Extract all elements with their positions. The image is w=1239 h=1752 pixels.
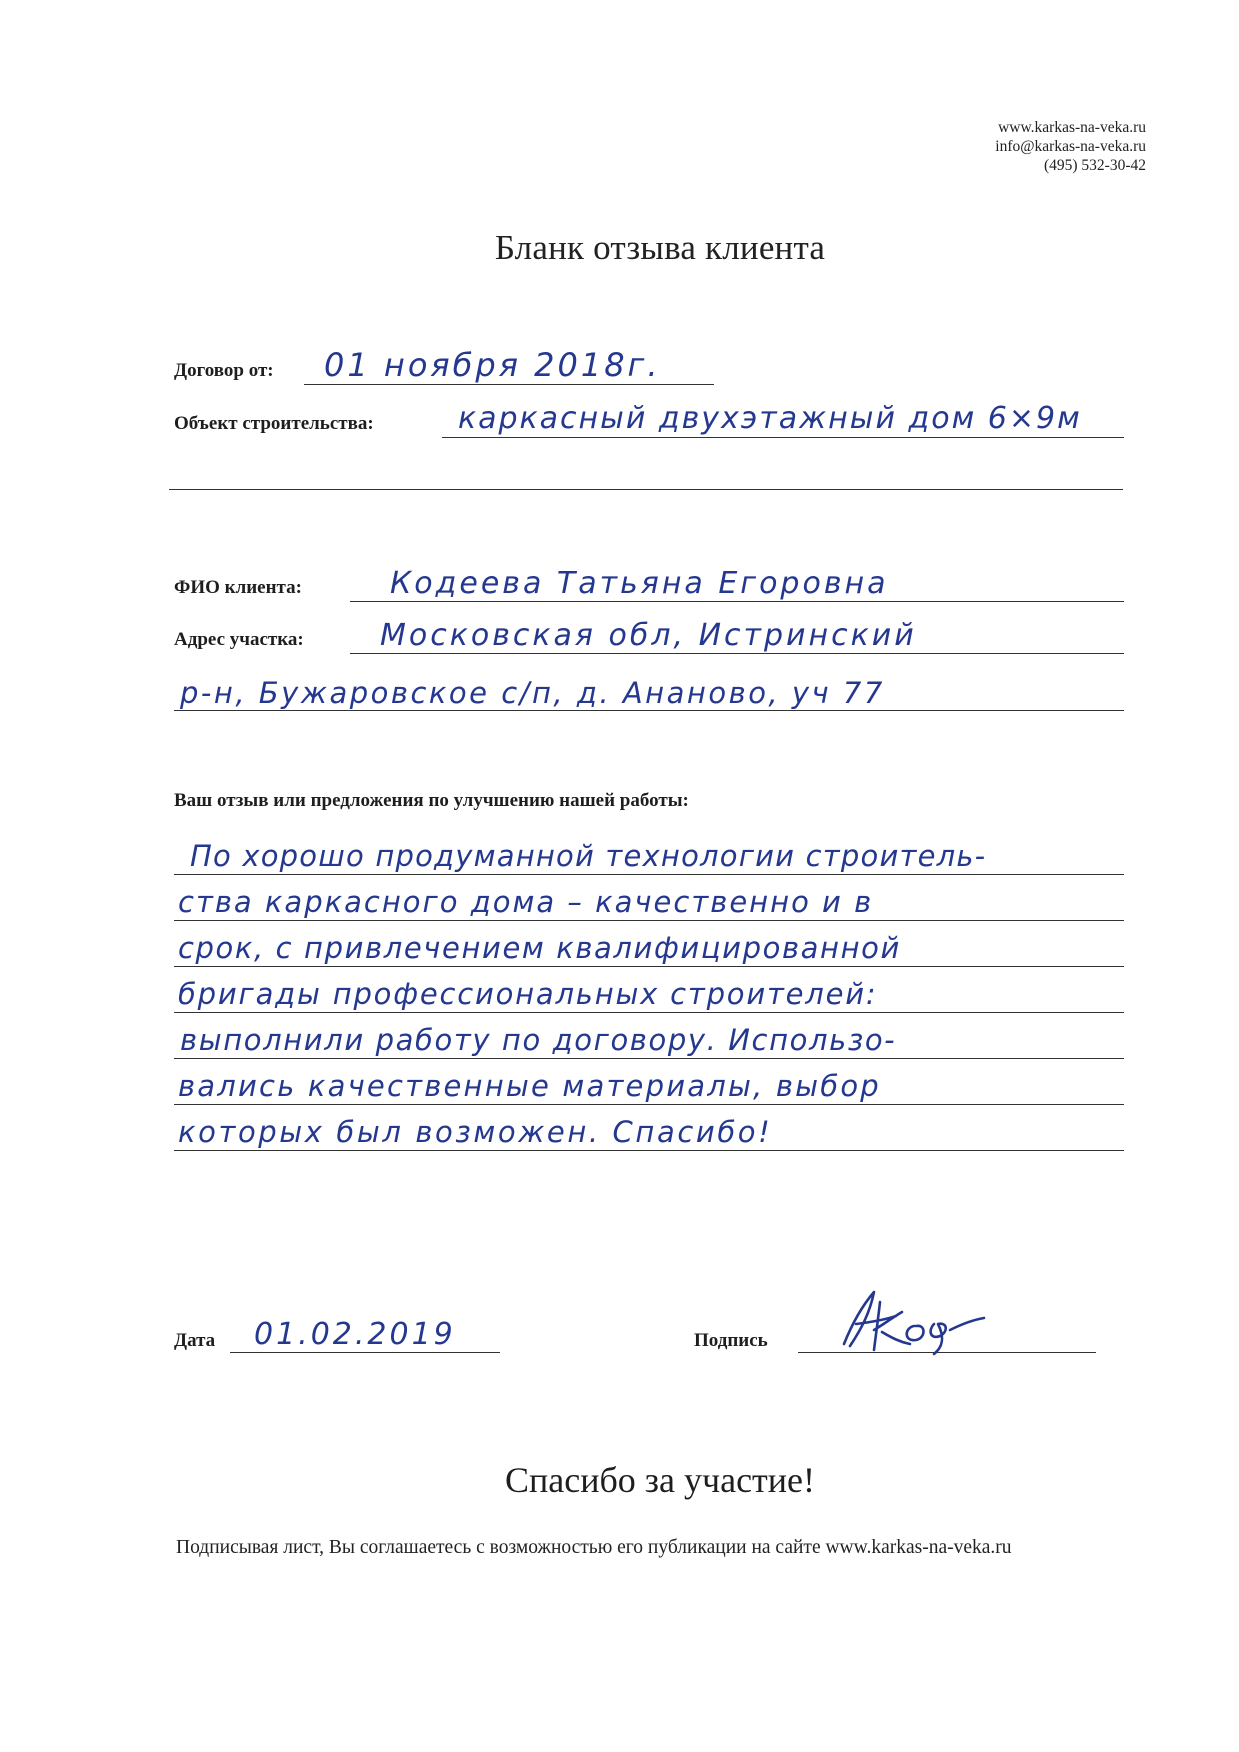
object-row [174, 401, 1124, 441]
feedback-line-row-5 [174, 1014, 1124, 1062]
contract-label: Договор от: [174, 360, 274, 381]
object-value[interactable]: каркасный двухэтажный дом 6×9м [458, 401, 1082, 436]
feedback-text-line-4[interactable]: бригады профессиональных строителей: [178, 977, 878, 1011]
address-value-line2[interactable]: р-н, Бужаровское с/п, д. Ананово, уч 77 [180, 676, 885, 710]
signature-image[interactable] [822, 1284, 1002, 1360]
object-label: Объект строительства: [174, 413, 374, 434]
address-value-line1[interactable]: Московская обл, Истринский [380, 618, 917, 653]
feedback-line-row-1 [174, 830, 1124, 878]
contract-row [174, 348, 714, 388]
publication-consent-note: Подписывая лист, Вы соглашаетесь с возможностью его публикации на сайте www.karkas-na-veka.ru [176, 1537, 1012, 1558]
website-link[interactable]: www.karkas-na-veka.ru [998, 119, 1146, 136]
feedback-line [174, 1150, 1124, 1151]
company-contacts [995, 118, 1146, 175]
contract-value[interactable]: 01 ноября 2018г. [324, 346, 661, 384]
feedback-text-line-3[interactable]: срок, с привлечением квалифицированной [178, 931, 901, 965]
email-link[interactable]: info@karkas-na-veka.ru [995, 138, 1146, 155]
feedback-line [174, 874, 1124, 875]
feedback-text-line-7[interactable]: которых был возможен. Спасибо! [178, 1115, 773, 1149]
feedback-line-row-7 [174, 1106, 1124, 1154]
phone-number: (495) 532-30-42 [1043, 157, 1146, 174]
address-row [174, 617, 1124, 657]
date-row [174, 1318, 500, 1358]
address-line-2 [174, 710, 1124, 711]
address-line [350, 653, 1124, 654]
feedback-text-line-1[interactable]: По хорошо продуманной технологии строитель- [190, 839, 987, 873]
form-title: Бланк отзыва клиента [494, 228, 826, 267]
object-line-2 [169, 489, 1123, 490]
feedback-text-line-2[interactable]: ства каркасного дома – качественно и в [178, 885, 874, 919]
feedback-line [174, 920, 1124, 921]
contract-line [304, 384, 714, 385]
feedback-line-row-6 [174, 1060, 1124, 1108]
client-label: ФИО клиента: [174, 577, 302, 598]
feedback-line [174, 1012, 1124, 1013]
object-line [442, 437, 1124, 438]
address-row-2 [174, 674, 1124, 714]
feedback-text-line-5[interactable]: выполнили работу по договору. Использо- [180, 1023, 897, 1057]
address-label: Адрес участка: [174, 629, 304, 650]
feedback-line-row-4 [174, 968, 1124, 1016]
feedback-line-row-2 [174, 876, 1124, 924]
client-line [350, 601, 1124, 602]
client-row [174, 565, 1124, 605]
feedback-line-row-3 [174, 922, 1124, 970]
date-value[interactable]: 01.02.2019 [254, 1317, 456, 1352]
thanks-heading: Спасибо за участие! [504, 1460, 816, 1500]
feedback-text-line-6[interactable]: вались качественные материалы, выбор [178, 1069, 881, 1103]
signature-row [694, 1318, 1096, 1358]
feedback-line [174, 966, 1124, 967]
feedback-line [174, 1104, 1124, 1105]
feedback-line [174, 1058, 1124, 1059]
date-label: Дата [174, 1330, 216, 1351]
signature-label: Подпись [694, 1330, 768, 1351]
client-value[interactable]: Кодеева Татьяна Егоровна [390, 566, 889, 601]
date-line [230, 1352, 500, 1353]
feedback-label: Ваш отзыв или предложения по улучшению нашей работы: [174, 790, 689, 811]
